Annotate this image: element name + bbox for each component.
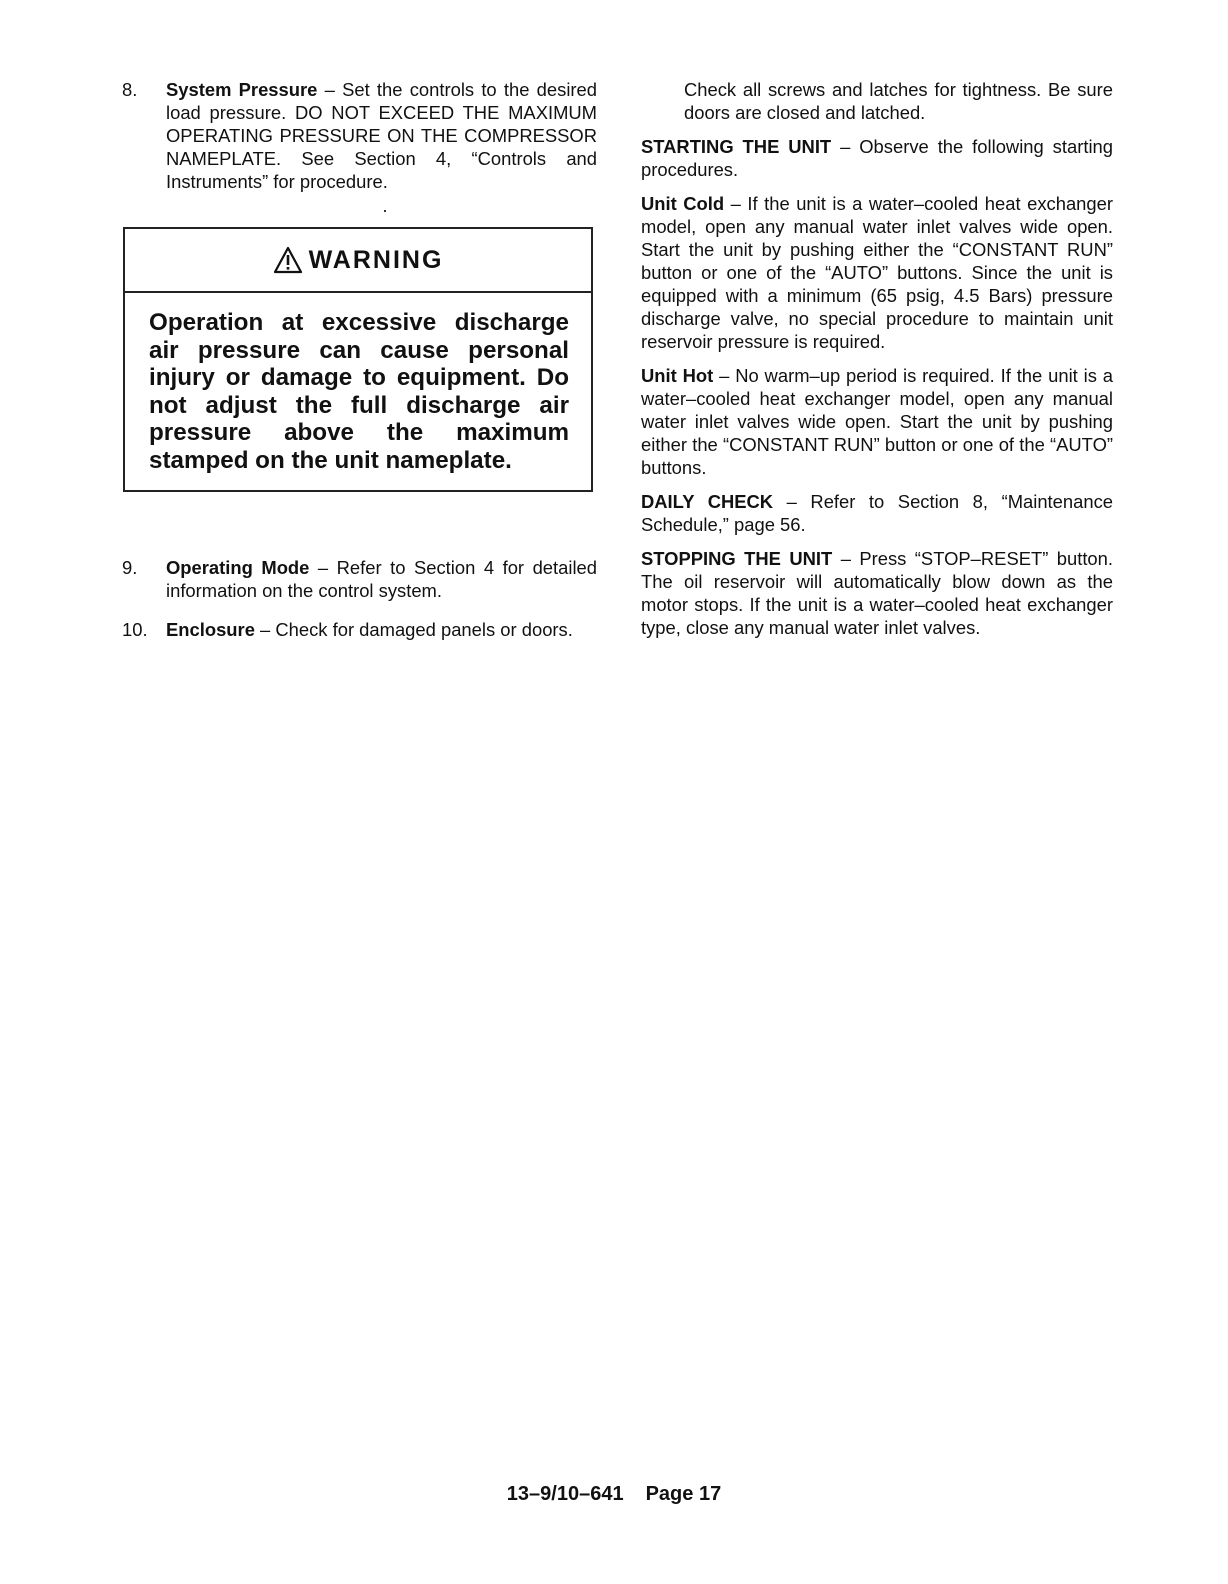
- item-number: 8.: [122, 79, 138, 100]
- section-heading: STARTING THE UNIT: [641, 136, 832, 157]
- item-title: Enclosure: [166, 619, 255, 640]
- warning-triangle-icon: [273, 246, 303, 274]
- page-footer: [0, 1483, 1228, 1506]
- section-heading: Unit Cold: [641, 193, 725, 214]
- item-enclosure: [122, 618, 597, 641]
- item-text: – Set the controls to the desired load pressure. DO NOT EXCEED THE MAXIMUM OPERATING PRESSURE ON THE COMPRESSOR NAMEPLATE. See Section 4, “Controls and Instruments” for procedure.: [166, 79, 598, 192]
- warning-box: [123, 227, 593, 492]
- item-number: 10.: [122, 619, 148, 640]
- starting-unit-paragraph: STARTING THE UNIT – Observe the following starting procedures.: [641, 136, 1113, 180]
- daily-check-paragraph: DAILY CHECK – Refer to Section 8, “Maintenance Schedule,” page 56.: [641, 491, 1113, 535]
- section-heading: DAILY CHECK: [641, 491, 774, 512]
- item-number: 9.: [122, 557, 138, 578]
- stray-mark: [384, 210, 386, 212]
- stopping-unit-paragraph: STOPPING THE UNIT – Press “STOP–RESET” button. The oil reservoir will automatically blow down as the motor stops. If the unit is a water–cooled heat exchanger type, close any manual water inlet valves.: [641, 548, 1114, 638]
- item-text: – Refer to Section 4 for detailed information on the control system.: [166, 557, 597, 601]
- document-number: 13–9/10–641: [506, 1483, 624, 1505]
- section-heading: Unit Hot: [641, 365, 714, 386]
- right-column: [641, 78, 1113, 650]
- warning-body: Operation at excessive discharge air pressure can cause personal injury or damage to equipment. Do not adjust the full discharge air pressure above the maximum stamped on the unit nameplate.: [149, 309, 569, 474]
- unit-cold-paragraph: Unit Cold – If the unit is a water–cooled heat exchanger model, open any manual water inlet valves wide open. Start the unit by pushing either the “CONSTANT RUN” button or one of the “AUTO” buttons. Since the unit is equipped with a minimum (65 psig, 4.5 Bars) pressure discharge valve, no special procedure to maintain unit reservoir pressure is required.: [641, 193, 1113, 352]
- unit-hot-paragraph: Unit Hot – No warm–up period is required. If the unit is a water–cooled heat exchanger model, open any manual water inlet valves wide open. Start the unit by pushing either the “CONSTANT RUN” button or one of the “AUTO” buttons.: [641, 365, 1113, 478]
- section-heading: STOPPING THE UNIT: [641, 548, 833, 569]
- continuation-text: Check all screws and latches for tightness. Be sure doors are closed and latched.: [684, 79, 1113, 123]
- page-number: Page 17: [645, 1483, 722, 1505]
- item-system-pressure: [122, 78, 597, 193]
- item-title: Operating Mode: [166, 557, 310, 578]
- warning-header: [125, 229, 591, 293]
- item-operating-mode: [122, 556, 597, 602]
- left-column: [122, 78, 597, 193]
- warning-title: WARNING: [308, 245, 444, 274]
- item-text: – Check for damaged panels or doors.: [254, 619, 573, 640]
- item-title: System Pressure: [166, 79, 318, 100]
